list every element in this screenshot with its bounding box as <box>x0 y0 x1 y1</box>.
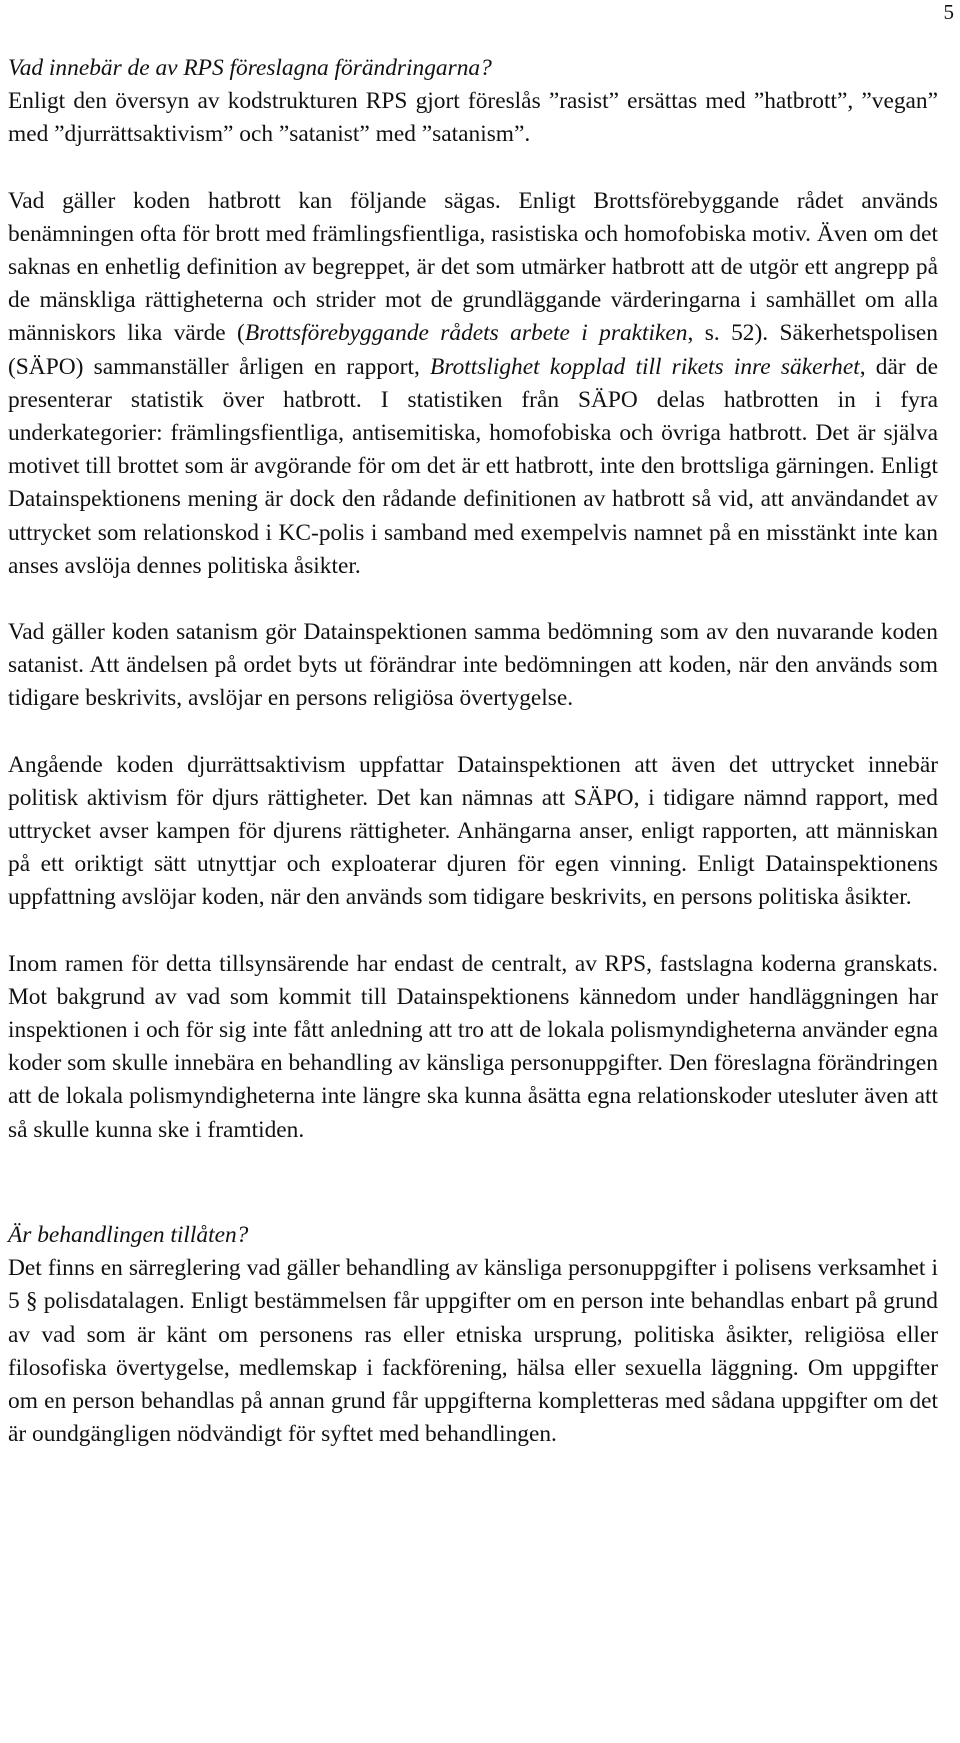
cited-publication-title: Brottsförebyggande rådets arbete i praktiken <box>244 320 688 347</box>
section-is-processing-allowed <box>8 1219 938 1451</box>
paragraph: Inom ramen för detta tillsynsärende har endast de centralt, av RPS, fastslagna koderna granskats. Mot bakgrund av vad som kommit till Datainspektionens kännedom under handläggningen har inspektionen i och för sig inte fått anledning att tro att de lokala polismyndigheterna använder egna koder som skulle innebära en behandling av känsliga personuppgifter. Den föreslagna förändringen att de lokala polismyndigheterna inte längre ska kunna åsätta egna relationskoder utesluter även att så skulle kunna ske i framtiden. <box>8 950 938 1143</box>
page-number: 5 <box>943 0 954 24</box>
paragraph: Vad gäller koden satanism gör Datainspektionen samma bedömning som av den nuvarande koden satanist. Att ändelsen på ordet byts ut förändrar inte bedömningen att koden, när den används som tidigare beskrivits, avslöjar en persons religiösa övertygelse. <box>8 619 938 712</box>
section-proposed-changes <box>8 52 938 1147</box>
paragraph: Angående koden djurrättsaktivism uppfattar Datainspektionen att även det uttrycket innebär politisk aktivism för djurs rättigheter. Det kan nämnas att SÄPO, i tidigare nämnd rapport, med uttrycket avser kampen för djurens rättigheter. Anhängarna anser, enligt rapporten, att människan på ett oriktigt sätt utnyttjar och exploaterar djuren för egen vinning. Enligt Datainspektionens uppfattning avslöjar koden, när den används som tidigare beskrivits, en persons politiska åsikter. <box>8 751 938 911</box>
section-heading: Är behandlingen tillåten? <box>8 1221 249 1248</box>
cited-report-title: Brottslighet kopplad till rikets inre säkerhet <box>430 353 860 380</box>
document-body <box>8 52 938 1451</box>
paragraph: Det finns en särreglering vad gäller behandling av känsliga personuppgifter i polisens verksamhet i 5 § polisdatalagen. Enligt bestämmelsen får uppgifter om en person inte behandlas enbart på grund av vad som är känt om personens ras eller etniska ursprung, politiska åsikter, religiösa eller filosofiska övertygelse, medlemskap i fackförening, hälsa eller sexuella läggning. Om uppgifter om en person behandlas på annan grund får uppgifterna kompletteras med sådana uppgifter om det är oundgängligen nödvändigt för syftet med behandlingen. <box>8 1255 938 1448</box>
paragraph: Vad gäller koden hatbrott kan följande sägas. Enligt Brottsförebyggande rådet används benämningen ofta för brott med främlingsfientliga, rasistiska och homofobiska motiv. Även om det saknas en enhetlig definition av begreppet, är det som utmärker hatbrott att de utgör ett angrepp på de mänskliga rättigheterna och strider mot de grundläggande värderingarna i samhället om alla människors lika värde (Brottsförebyggande rådets arbete i praktiken, s. 52). Säkerhetspolisen (SÄPO) sammanställer årligen en rapport, Brottslighet kopplad till rikets inre säkerhet, där de presenterar statistik över hatbrott. I statistiken från SÄPO delas hatbrotten in i fyra underkategorier: främlingsfientliga, antisemitiska, homofobiska och övriga hatbrott. Det är själva motivet till brottet som är avgörande för om det är ett hatbrott, inte den brottsliga gärningen. Enligt Datainspektionens mening är dock den rådande definitionen av hatbrott så vid, att användandet av uttrycket som relationskod i KC-polis i samband med exempelvis namnet på en misstänkt inte kan anses avslöja dennes politiska åsikter. <box>8 187 939 579</box>
paragraph: Enligt den översyn av kodstrukturen RPS gjort föreslås ”rasist” ersättas med ”hatbrott”, ”vegan” med ”djurrättsaktivism” och ”satanist” med ”satanism”. <box>8 88 938 148</box>
section-heading: Vad innebär de av RPS föreslagna förändringarna? <box>8 55 492 81</box>
